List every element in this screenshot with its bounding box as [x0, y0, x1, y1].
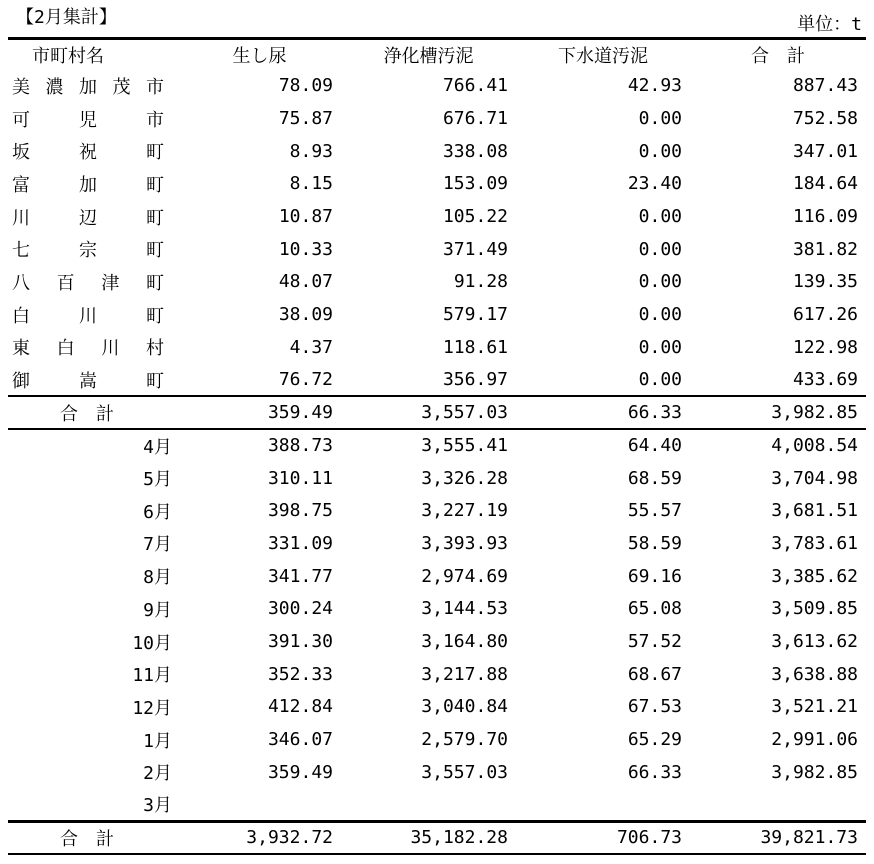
header-row [8, 39, 866, 70]
month-label-text: 7月 [143, 534, 172, 556]
table-cell: 310.11 [267, 467, 333, 489]
table-cell: 38.09 [278, 304, 333, 326]
month-label [8, 658, 178, 691]
table-cell: 3,982.85 [690, 396, 866, 429]
table-cell: 352.33 [267, 663, 333, 685]
municipality-label [8, 233, 178, 266]
month-label-text: 3月 [143, 795, 172, 817]
month-label-text: 12月 [132, 697, 172, 719]
table-cell [178, 789, 341, 822]
table-cell: 0.00 [638, 369, 682, 391]
municipality-label [8, 266, 178, 299]
table-cell: 341.77 [267, 565, 333, 587]
table-cell: 48.07 [278, 271, 333, 293]
municipality-label [8, 102, 178, 135]
table-cell: 68.67 [627, 663, 682, 685]
table-cell: 75.87 [278, 108, 333, 130]
table-cell: 10.33 [278, 238, 333, 260]
table-cell: 42.93 [627, 75, 682, 97]
table-cell [341, 789, 516, 822]
table-cell: 752.58 [792, 108, 858, 130]
table-cell: 184.64 [792, 173, 858, 195]
table-cell: 887.43 [792, 75, 858, 97]
table-cell: 39,821.73 [690, 821, 866, 854]
municipality-label-text: 富 加 町 [12, 174, 164, 196]
table-cell: 331.09 [267, 532, 333, 554]
table-cell: 3,227.19 [421, 500, 508, 522]
table-cell: 58.59 [627, 532, 682, 554]
table-row [8, 756, 866, 789]
table-cell: 579.17 [442, 304, 508, 326]
table-cell: 0.00 [638, 238, 682, 260]
month-label [8, 560, 178, 593]
municipality-label [8, 135, 178, 168]
municipality-label-text: 東 白 川 村 [12, 338, 164, 360]
month-label [8, 429, 178, 462]
month-label [8, 527, 178, 560]
table-row [8, 462, 866, 495]
table-cell: 66.33 [516, 396, 690, 429]
month-label-text: 4月 [143, 436, 172, 458]
table-row [8, 102, 866, 135]
table-row [8, 266, 866, 299]
table-cell: 2,991.06 [771, 729, 858, 751]
municipality-label-text: 七 宗 町 [12, 240, 164, 262]
table-cell: 65.29 [627, 729, 682, 751]
table-cell: 3,393.93 [421, 532, 508, 554]
month-label-text: 10月 [132, 632, 172, 654]
municipality-label-text: 白 川 町 [12, 305, 164, 327]
table-cell: 8.93 [289, 140, 333, 162]
subtotal-label [8, 396, 178, 429]
table-cell: 706.73 [516, 821, 690, 854]
month-label-text: 5月 [143, 469, 172, 491]
table-cell: 2,579.70 [421, 729, 508, 751]
municipality-label [8, 364, 178, 397]
municipality-label-text: 川 辺 町 [12, 207, 164, 229]
month-label [8, 462, 178, 495]
table-row [8, 527, 866, 560]
table-cell: 0.00 [638, 206, 682, 228]
table-cell: 346.07 [267, 729, 333, 751]
page-title: 【2月集計】 [16, 7, 117, 28]
table-cell [516, 789, 690, 822]
table-cell: 0.00 [638, 336, 682, 358]
municipality-label-text: 可 児 市 [12, 109, 164, 131]
table-row [8, 200, 866, 233]
municipality-label-text: 美 濃 加 茂 市 [12, 76, 164, 98]
table-cell: 67.53 [627, 696, 682, 718]
table-cell: 3,521.21 [771, 696, 858, 718]
table-cell: 391.30 [267, 631, 333, 653]
month-label [8, 593, 178, 626]
header-sewer-sludge: 下水道汚泥 [516, 39, 690, 70]
municipality-label-text: 八 百 津 町 [12, 272, 164, 294]
table-cell: 300.24 [267, 598, 333, 620]
table-cell: 105.22 [442, 206, 508, 228]
table-cell: 78.09 [278, 75, 333, 97]
table-cell: 76.72 [278, 369, 333, 391]
table-cell: 3,932.72 [178, 821, 341, 854]
municipality-label [8, 200, 178, 233]
table-cell: 68.59 [627, 467, 682, 489]
table-cell: 676.71 [442, 108, 508, 130]
table-cell: 3,326.28 [421, 467, 508, 489]
table-cell: 412.84 [267, 696, 333, 718]
table-cell: 91.28 [453, 271, 508, 293]
summary-table [8, 37, 866, 855]
table-row [8, 331, 866, 364]
table-cell: 3,638.88 [771, 663, 858, 685]
table-cell: 3,557.03 [421, 761, 508, 783]
table-cell: 381.82 [792, 238, 858, 260]
table-cell: 4,008.54 [690, 429, 866, 462]
table-cell: 118.61 [442, 336, 508, 358]
month-label-text: 9月 [143, 599, 172, 621]
table-cell: 3,385.62 [771, 565, 858, 587]
table-body [8, 70, 866, 855]
table-cell: 433.69 [792, 369, 858, 391]
table-cell: 359.49 [178, 396, 341, 429]
header-municipality: 市町村名 [8, 39, 178, 70]
table-cell: 3,704.98 [771, 467, 858, 489]
table-row [8, 70, 866, 103]
month-label-text: 6月 [143, 501, 172, 523]
table-cell: 2,974.69 [421, 565, 508, 587]
table-cell: 617.26 [792, 304, 858, 326]
header-septic-sludge: 浄化槽汚泥 [341, 39, 516, 70]
table-cell: 4.37 [289, 336, 333, 358]
table-row [8, 789, 866, 822]
month-label [8, 625, 178, 658]
table-cell: 55.57 [627, 500, 682, 522]
table-cell: 0.00 [638, 108, 682, 130]
table-row [8, 168, 866, 201]
header-total: 合 計 [690, 39, 866, 70]
table-cell: 359.49 [267, 761, 333, 783]
table-cell: 3,144.53 [421, 598, 508, 620]
municipality-label-text: 坂 祝 町 [12, 142, 164, 164]
municipality-label [8, 298, 178, 331]
table-cell: 23.40 [627, 173, 682, 195]
table-cell: 347.01 [792, 140, 858, 162]
table-cell: 153.09 [442, 173, 508, 195]
grand-total-label [8, 821, 178, 854]
municipality-label [8, 70, 178, 103]
table-cell: 116.09 [792, 206, 858, 228]
municipality-label [8, 168, 178, 201]
table-cell: 398.75 [267, 500, 333, 522]
table-cell: 3,783.61 [771, 532, 858, 554]
table-cell: 10.87 [278, 206, 333, 228]
table-row [8, 723, 866, 756]
month-label-text: 11月 [132, 665, 172, 687]
table-cell: 3,613.62 [771, 631, 858, 653]
month-label-text: 8月 [143, 567, 172, 589]
table-cell: 3,040.84 [421, 696, 508, 718]
table-row [8, 233, 866, 266]
table-cell: 65.08 [627, 598, 682, 620]
table-cell: 0.00 [638, 140, 682, 162]
table-cell: 139.35 [792, 271, 858, 293]
table-row [8, 625, 866, 658]
subtotal-label-text: 合計 [60, 403, 132, 425]
table-row [8, 135, 866, 168]
table-cell: 3,982.85 [771, 761, 858, 783]
table-cell: 766.41 [442, 75, 508, 97]
table-cell: 0.00 [638, 304, 682, 326]
table-row [8, 658, 866, 691]
month-label [8, 494, 178, 527]
table-row [8, 429, 866, 462]
table-cell: 3,509.85 [771, 598, 858, 620]
table-row [8, 298, 866, 331]
table-cell: 3,555.41 [341, 429, 516, 462]
month-label [8, 789, 178, 822]
grand-total-label-text: 合計 [60, 828, 132, 850]
table-cell: 0.00 [638, 271, 682, 293]
table-row [8, 560, 866, 593]
grand-total-row [8, 821, 866, 854]
table-cell: 35,182.28 [341, 821, 516, 854]
municipality-label-text: 御 嵩 町 [12, 370, 164, 392]
table-cell: 64.40 [516, 429, 690, 462]
table-cell: 3,217.88 [421, 663, 508, 685]
table-cell: 388.73 [178, 429, 341, 462]
table-cell: 3,681.51 [771, 500, 858, 522]
table-cell: 69.16 [627, 565, 682, 587]
table-cell: 3,164.80 [421, 631, 508, 653]
table-cell: 57.52 [627, 631, 682, 653]
month-label [8, 756, 178, 789]
table-cell: 3,557.03 [341, 396, 516, 429]
header-raw-sewage: 生し尿 [178, 39, 341, 70]
table-cell: 371.49 [442, 238, 508, 260]
month-label-text: 1月 [143, 730, 172, 752]
month-label-text: 2月 [143, 763, 172, 785]
unit-label: 単位：t [797, 14, 862, 35]
table-cell: 66.33 [627, 761, 682, 783]
table-cell: 8.15 [289, 173, 333, 195]
table-cell: 356.97 [442, 369, 508, 391]
table-cell: 122.98 [792, 336, 858, 358]
table-row [8, 494, 866, 527]
table-row [8, 364, 866, 397]
municipality-label [8, 331, 178, 364]
table-row [8, 691, 866, 724]
month-label [8, 691, 178, 724]
table-cell [690, 789, 866, 822]
table-cell: 338.08 [442, 140, 508, 162]
table-row [8, 593, 866, 626]
subtotal-row [8, 396, 866, 429]
month-label [8, 723, 178, 756]
